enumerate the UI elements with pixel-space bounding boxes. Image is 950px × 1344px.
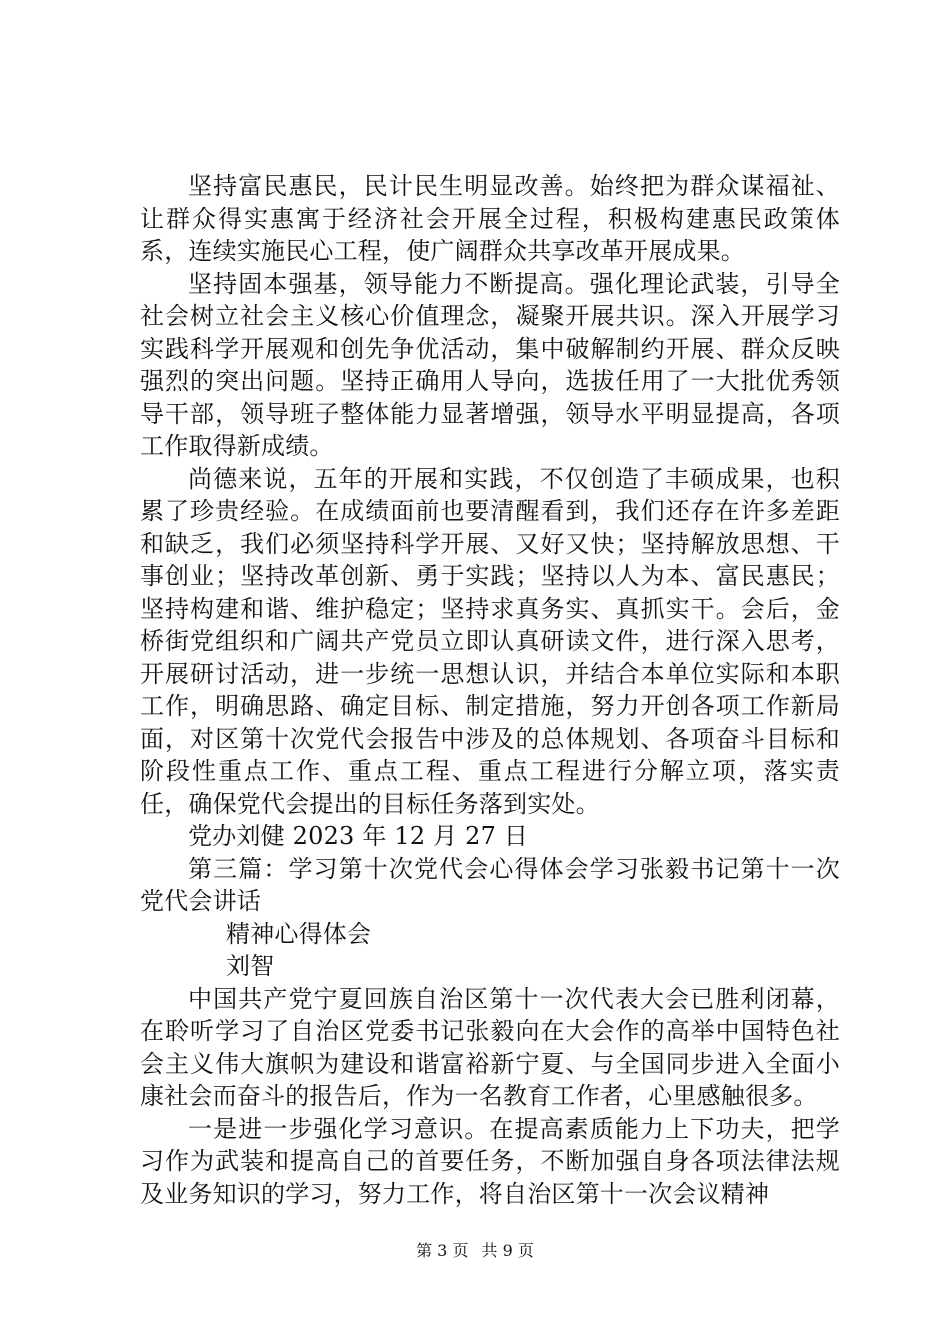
paragraph-prosperity: 坚持富民惠民，民计民生明显改善。始终把为群众谋福祉、让群众得实惠寓于经济社会开展全过程，积极构建惠民政策体系，连续实施民心工程，使广阔群众共享改革开展成果。 [140,172,840,265]
paragraph-leadership: 坚持固本强基，领导能力不断提高。强化理论武装，引导全社会树立社会主义核心价值理念，凝聚开展共识。深入开展学习实践科学开展观和创先争优活动，集中破解制约开展、群众反映强烈的突出问题。坚持正确用人导向，选拔任用了一大批优秀领导干部，领导班子整体能力显著增强，领导水平明显提高，各项工作取得新成绩。 [140,269,840,460]
paragraph-experience: 尚德来说，五年的开展和实践，不仅创造了丰硕成果，也积累了珍贵经验。在成绩面前也要清醒看到，我们还存在许多差距和缺乏，我们必须坚持科学开展、又好又快；坚持解放思想、干事创业；坚持改革创新、勇于实践；坚持以人为本、富民惠民；坚持构建和谐、维护稳定；坚持求真务实、真抓实干。会后，金桥街党组织和广阔共产党员立即认真研读文件，进行深入思考，开展研讨活动，进一步统一思想认识，并结合本单位实际和本职工作，明确思路、确定目标、制定措施，努力开创各项工作新局面，对区第十次党代会报告中涉及的总体规划、各项奋斗目标和阶段性重点工作、重点工程、重点工程进行分解立项，落实责任，确保党代会提出的目标任务落到实处。 [140,464,840,818]
signature-date: 党办刘健 2023 年 12 月 27 日 [188,822,529,850]
page-total: 共 9 页 [481,1241,534,1260]
paragraph-study-awareness: 一是进一步强化学习意识。在提高素质能力上下功夫，把学习作为武装和提高自己的首要任务，不断加强自身各项法律法规及业务知识的学习，努力工作，将自治区第十一次会议精神 [140,1114,840,1208]
author-name: 刘智 [226,952,275,980]
section-title: 第三篇：学习第十次党代会心得体会学习张毅书记第十一次党代会讲话 [140,854,840,915]
paragraph-intro: 中国共产党宁夏回族自治区第十一次代表大会已胜利闭幕，在聆听学习了自治区党委书记张毅向在大会作的高举中国特色社会主义伟大旗帜为建设和谐富裕新宁夏、与全国同步进入全面小康社会而奋斗的报告后，作为一名教育工作者，心里感触很多。 [140,984,840,1110]
document-body [140,170,840,1210]
section-subtitle: 精神心得体会 [226,919,372,948]
page-footer [0,1241,950,1261]
page-number: 第 3 页 [416,1241,469,1260]
